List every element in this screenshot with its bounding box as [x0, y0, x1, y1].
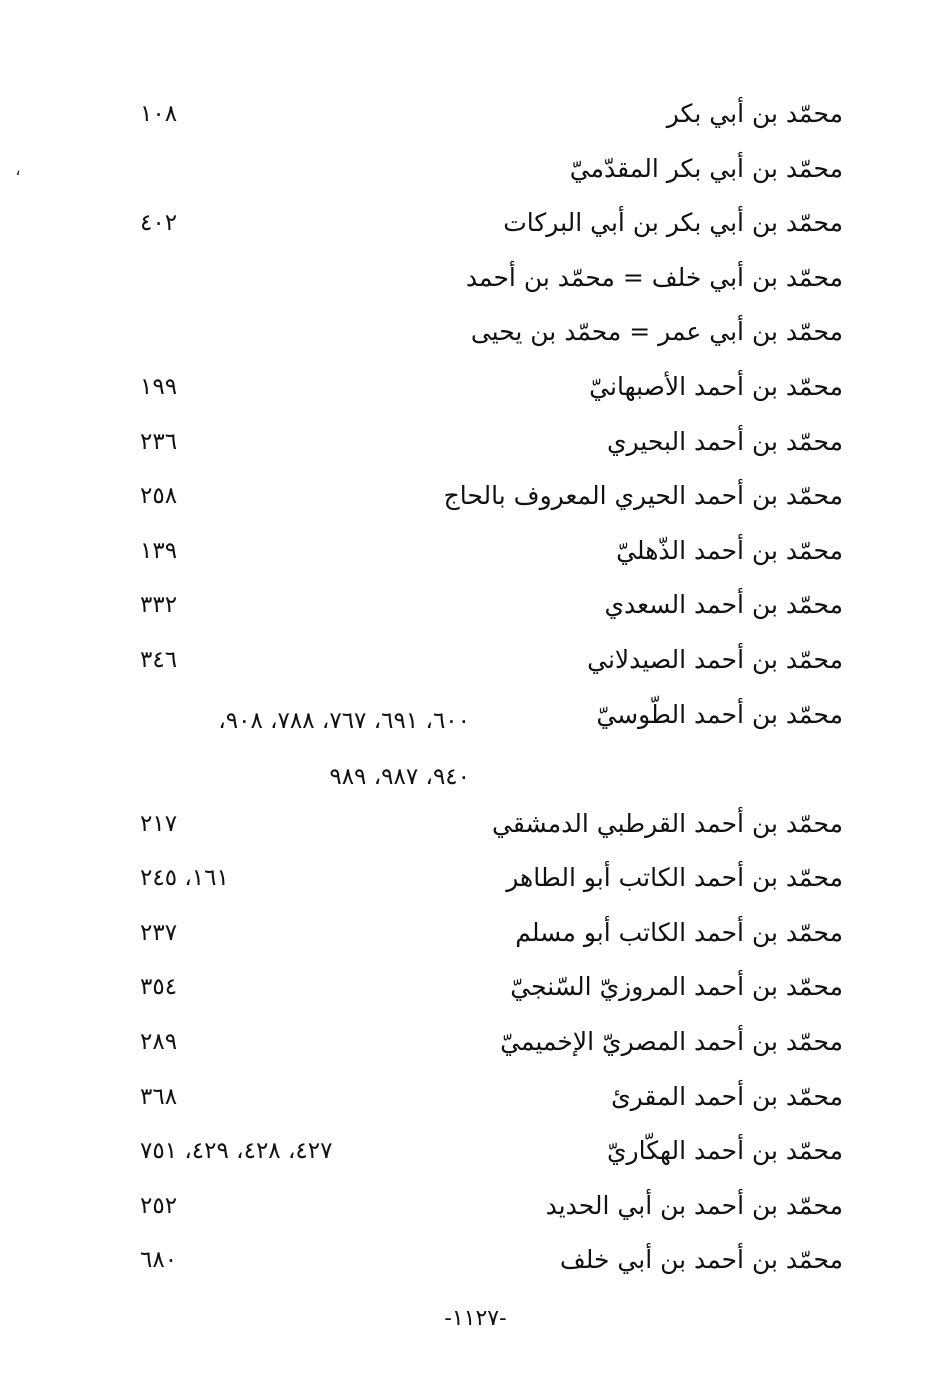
index-entry — [0, 361, 951, 416]
entry-name: محمّد بن أحمد الهكّاريّ — [606, 1136, 843, 1166]
entry-name: محمّد بن أحمد المقرئ — [611, 1081, 843, 1111]
index-entry — [0, 1016, 951, 1071]
entry-pages: ٣٥٤ — [140, 974, 178, 1001]
page-number: -١١٢٧- — [444, 1306, 507, 1331]
entry-name: محمّد بن أحمد الحيري المعروف بالحاج — [443, 481, 843, 511]
entry-name: محمّد بن أحمد الصيدلاني — [587, 644, 843, 674]
entry-name: محمّد بن أحمد الذّهليّ — [616, 535, 843, 565]
entry-name: محمّد بن أحمد القرطبي الدمشقي — [491, 808, 843, 838]
entry-pages: ٢٨٩ — [140, 1028, 178, 1055]
entry-name: محمّد بن أحمد السعدي — [604, 590, 843, 620]
index-entry — [0, 798, 951, 853]
entry-pages: ٢٣٧ — [140, 919, 178, 946]
entry-name: محمّد بن أحمد المروزيّ السّنجيّ — [510, 972, 843, 1002]
index-entry — [0, 579, 951, 634]
entry-name: محمّد بن أحمد الكاتب أبو الطاهر — [506, 863, 843, 893]
index-entry — [0, 1234, 951, 1289]
index-entry — [0, 1125, 951, 1180]
entry-pages: ٢١٧ — [140, 810, 178, 837]
entry-name: محمّد بن أبي بكر المقدّميّ — [569, 153, 843, 183]
entry-name: محمّد بن أبي بكر بن أبي البركات — [503, 208, 843, 238]
index-entry — [0, 907, 951, 962]
index-entry — [0, 1071, 951, 1126]
entry-pages: ١٩٩ — [140, 373, 178, 400]
entry-pages: ٦٨٠ — [140, 1247, 178, 1274]
index-entry — [0, 852, 951, 907]
index-entry — [0, 306, 951, 361]
entry-pages: ٣٣٢ — [140, 592, 178, 619]
entry-name: محمّد بن أحمد الكاتب أبو مسلم — [515, 917, 843, 947]
index-entry — [0, 689, 951, 798]
index-entry — [0, 143, 951, 198]
entry-pages: ١٠٨ — [140, 101, 178, 127]
index-entry — [0, 961, 951, 1016]
entry-name: محمّد بن أبي بكر — [666, 99, 843, 128]
entry-pages: ٢٥٢ — [140, 1192, 178, 1219]
entry-name: محمّد بن أبي خلف = محمّد بن أحمد — [465, 262, 843, 292]
entry-pages — [140, 693, 470, 805]
entry-pages-line: ٦٠٠، ٦٩١، ٧٦٧، ٧٨٨، ٩٠٨، — [218, 707, 470, 734]
stray-mark: ، — [15, 159, 21, 180]
entry-pages: ٢٣٦ — [140, 428, 178, 455]
entry-name: محمّد بن أحمد الأصبهانيّ — [589, 371, 843, 401]
index-entry — [0, 1180, 951, 1235]
entry-name: محمّد بن أحمد البحيري — [606, 426, 843, 456]
entry-name: محمّد بن أبي عمر = محمّد بن يحيى — [470, 317, 843, 347]
index-entries — [0, 88, 951, 1289]
index-entry — [0, 634, 951, 689]
entry-pages: ٣٦٨ — [140, 1083, 178, 1110]
entry-pages-line: ٩٤٠، ٩٨٧، ٩٨٩ — [329, 763, 470, 790]
index-entry — [0, 525, 951, 580]
entry-pages: ٤٢٧، ٤٢٨، ٤٢٩، ٧٥١ — [140, 1138, 333, 1165]
entry-name: محمّد بن أحمد الطّوسيّ — [596, 699, 843, 729]
index-entry — [0, 416, 951, 471]
entry-name: محمّد بن أحمد بن أبي خلف — [559, 1245, 843, 1275]
entry-pages: ٢٥٨ — [140, 483, 178, 510]
entry-name: محمّد بن أحمد بن أبي الحديد — [545, 1190, 843, 1220]
index-entry — [0, 197, 951, 252]
entry-name: محمّد بن أحمد المصريّ الإخميميّ — [500, 1026, 843, 1056]
index-entry — [0, 88, 951, 143]
entry-pages: ١٦١، ٢٤٥ — [140, 865, 229, 892]
entry-pages: ٤٠٢ — [140, 210, 178, 237]
entry-pages: ١٣٩ — [140, 537, 178, 564]
index-entry — [0, 252, 951, 307]
index-entry — [0, 470, 951, 525]
entry-pages: ٣٤٦ — [140, 646, 178, 673]
